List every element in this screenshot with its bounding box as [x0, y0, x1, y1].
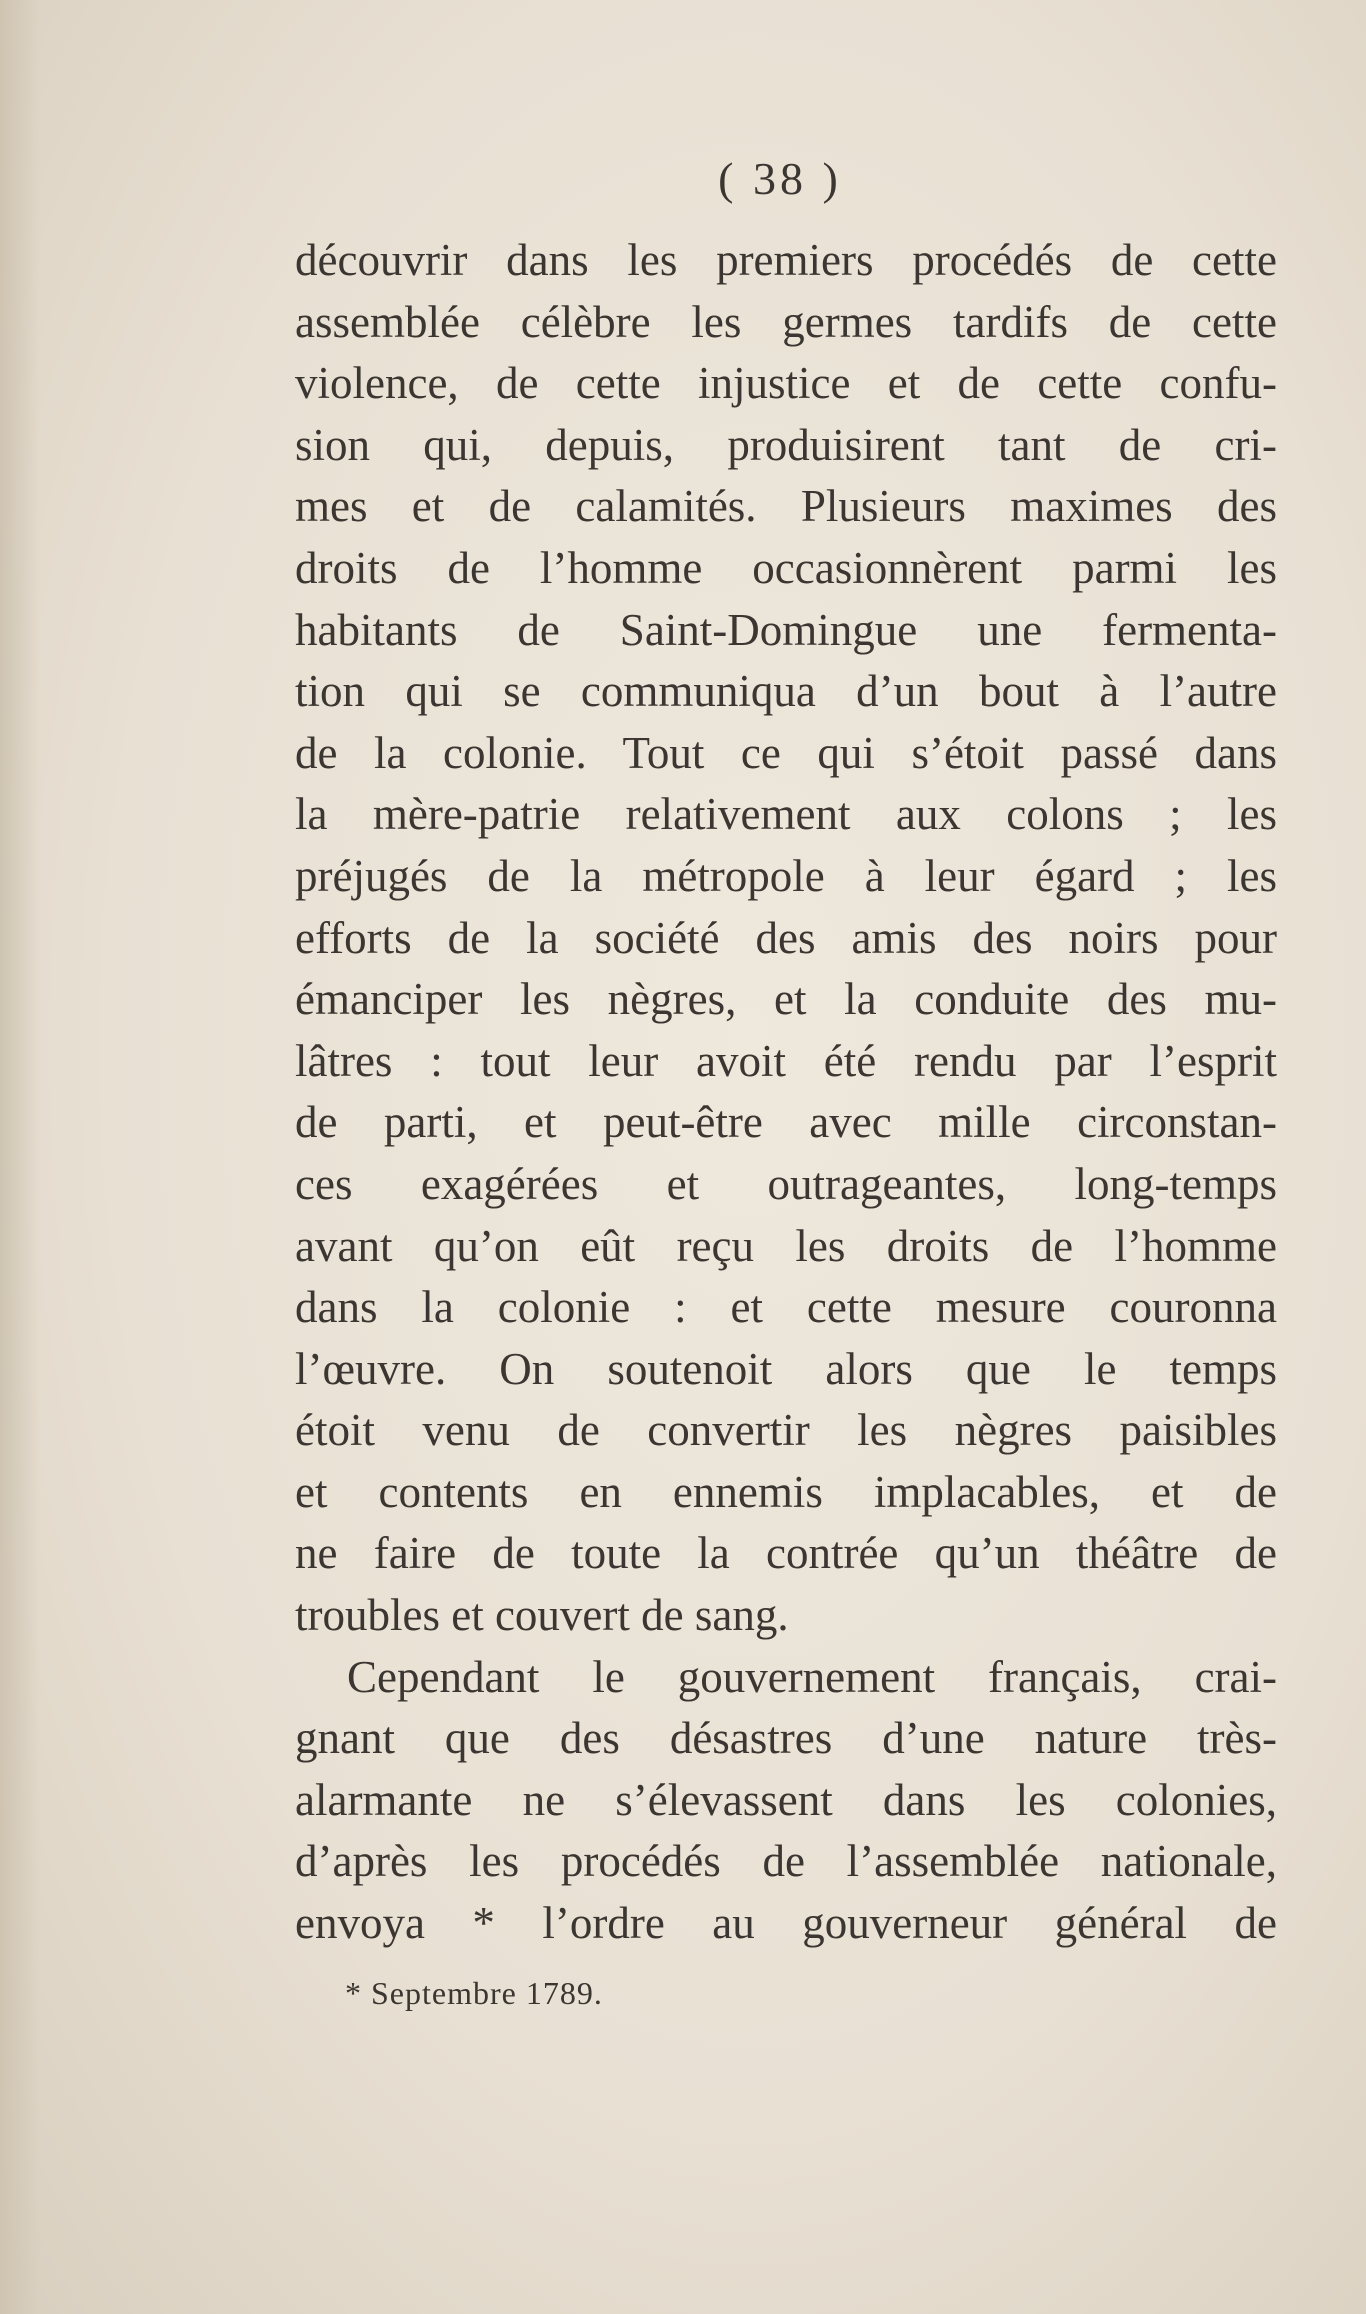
- body-text: [295, 230, 1277, 1955]
- text-line: lâtres : tout leur avoit été rendu par l’esprit: [295, 1035, 1277, 1086]
- text-line: de parti, et peut-être avec mille circonstan-: [295, 1097, 1277, 1148]
- text-line: Cependant le gouvernement français, crai-: [347, 1651, 1277, 1702]
- page-number: ( 38 ): [718, 153, 842, 204]
- text-line: troubles et couvert de sang.: [295, 1590, 789, 1641]
- text-line: efforts de la société des amis des noirs pour: [295, 912, 1277, 963]
- text-line: émanciper les nègres, et la conduite des mu-: [295, 974, 1277, 1025]
- text-line: sion qui, depuis, produisirent tant de cri-: [295, 419, 1277, 470]
- text-line: la mère-patrie relativement aux colons ; les: [295, 789, 1277, 840]
- text-line: alarmante ne s’élevassent dans les colonies,: [295, 1774, 1277, 1825]
- text-line: découvrir dans les premiers procédés de cette: [295, 235, 1277, 285]
- text-line: gnant que des désastres d’une nature très-: [295, 1713, 1277, 1764]
- text-line: mes et de calamités. Plusieurs maximes des: [295, 481, 1277, 532]
- text-line: ne faire de toute la contrée qu’un théâtre de: [295, 1528, 1277, 1579]
- text-line: préjugés de la métropole à leur égard ; les: [295, 850, 1277, 901]
- text-line: étoit venu de convertir les nègres paisibles: [295, 1405, 1277, 1456]
- text-line: avant qu’on eût reçu les droits de l’homme: [295, 1220, 1277, 1271]
- footnote: * Septembre 1789.: [345, 1975, 603, 2011]
- text-line: habitants de Saint-Domingue une fermenta-: [295, 604, 1277, 655]
- text-line: dans la colonie : et cette mesure couronna: [295, 1282, 1277, 1333]
- text-line: l’œuvre. On soutenoit alors que le temps: [295, 1343, 1277, 1394]
- text-line: violence, de cette injustice et de cette confu-: [295, 358, 1277, 409]
- text-line: envoya * l’ordre au gouverneur général de: [295, 1898, 1277, 1949]
- text-line: d’après les procédés de l’assemblée nationale,: [295, 1836, 1277, 1887]
- page-edge-shadow: [0, 0, 40, 2314]
- text-line: et contents en ennemis implacables, et de: [295, 1466, 1277, 1517]
- text-line: ces exagérées et outrageantes, long-temps: [295, 1158, 1277, 1209]
- text-line: de la colonie. Tout ce qui s’étoit passé dans: [295, 727, 1277, 778]
- text-line: tion qui se communiqua d’un bout à l’autre: [295, 666, 1277, 717]
- text-line: droits de l’homme occasionnèrent parmi les: [295, 542, 1277, 593]
- text-line: assemblée célèbre les germes tardifs de cette: [295, 296, 1277, 347]
